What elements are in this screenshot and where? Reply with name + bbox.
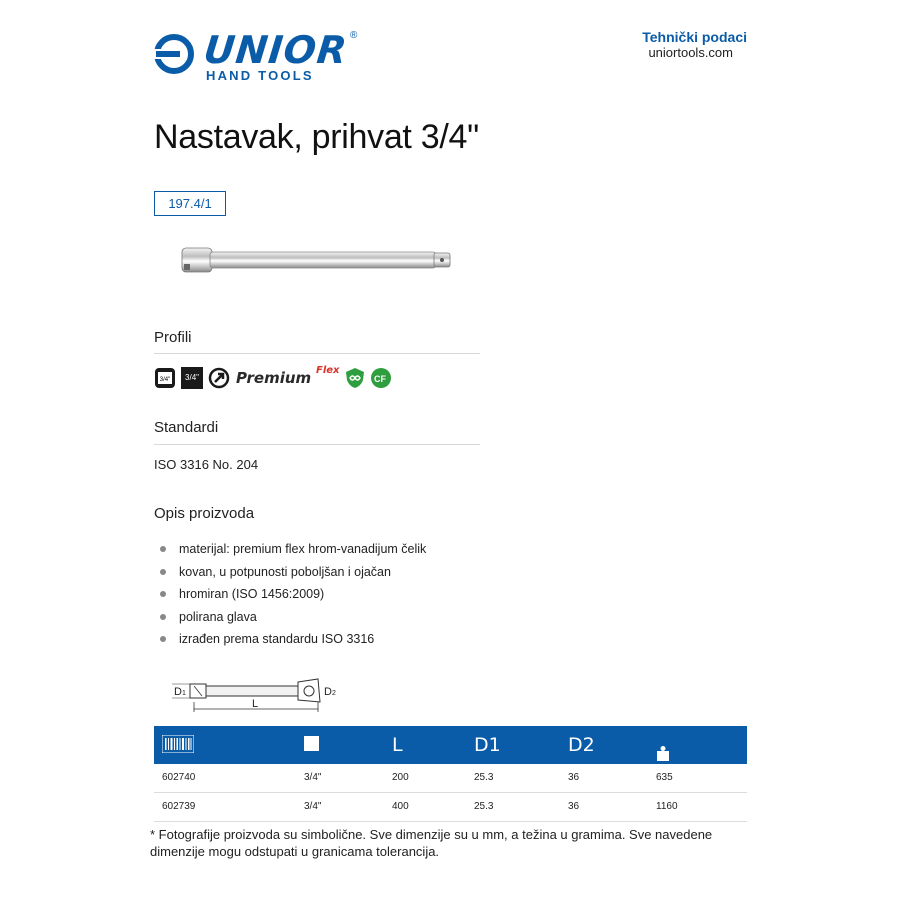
cell-code: 602739 [162, 801, 196, 812]
profiles-divider [154, 353, 480, 354]
cell-code: 602740 [162, 772, 196, 783]
standard-value: ISO 3316 No. 204 [154, 457, 259, 472]
weight-icon [656, 736, 670, 754]
eco-shield-icon [344, 367, 366, 389]
square-icon [304, 736, 319, 754]
brand-subtitle: HAND TOOLS [206, 68, 314, 83]
square-drive-icon [154, 367, 176, 389]
standards-divider [154, 444, 480, 445]
description-heading: Opis proizvoda [154, 505, 255, 522]
cell-drive: 3/4" [304, 801, 322, 812]
premium-label: Premium [236, 369, 312, 387]
cell-weight: 1160 [656, 801, 678, 812]
l-label: L [252, 698, 259, 710]
cf-badge-label: CF [374, 374, 386, 384]
product-image [180, 242, 455, 278]
premium-flex-logo [236, 365, 340, 389]
cell-drive: 3/4" [304, 772, 322, 783]
tech-data-title: Tehnički podaci [642, 29, 747, 45]
cell-weight: 635 [656, 772, 673, 783]
cell-d1: 25.3 [474, 772, 494, 783]
table-row [154, 764, 747, 793]
table-header [154, 726, 747, 764]
col-header-d2: D2 [568, 734, 595, 756]
product-code: 197.4/1 [154, 191, 226, 216]
brand-logo [154, 28, 364, 86]
cell-d1: 25.3 [474, 801, 494, 812]
square-drive-label: 3/4" [159, 377, 171, 383]
list-item: hromiran (ISO 1456:2009) [160, 583, 426, 606]
cell-length: 400 [392, 801, 409, 812]
col-header-l: L [392, 734, 403, 756]
list-item: materijal: premium flex hrom-vanadijum čelik [160, 538, 426, 561]
feature-list [160, 538, 426, 651]
dimension-diagram [172, 674, 347, 718]
list-item: izrađen prema standardu ISO 3316 [160, 628, 426, 651]
cell-d2: 36 [568, 772, 580, 783]
page-title: Nastavak, prihvat 3/4" [154, 118, 479, 156]
standards-heading: Standardi [154, 419, 219, 436]
barcode-icon [162, 735, 194, 755]
cell-length: 200 [392, 772, 409, 783]
profiles-heading: Profili [154, 329, 192, 346]
brand-name: UNIOR [201, 28, 350, 72]
cf-badge-icon [370, 367, 392, 389]
unior-logo-icon [154, 34, 194, 74]
table-row [154, 793, 747, 822]
d2-label: D2 [324, 686, 336, 698]
list-item: kovan, u potpunosti poboljšan i ojačan [160, 561, 426, 584]
footnote: * Fotografije proizvoda su simbolične. Sve dimenzije su u mm, a težina u gramima. Sve navedene dimenzije mogu odstupati u granicama tolerancija. [150, 827, 713, 859]
cell-d2: 36 [568, 801, 580, 812]
list-item: polirana glava [160, 606, 426, 629]
spec-table [154, 726, 747, 822]
flex-label: Flex [316, 365, 340, 376]
d1-label: D1 [174, 686, 186, 698]
col-header-d1: D1 [474, 734, 501, 756]
no-slip-icon [208, 367, 230, 389]
drive-size-badge: 3/4" [181, 367, 203, 389]
website-link[interactable]: uniortools.com [648, 45, 733, 60]
brand-registered-mark: ® [350, 30, 358, 41]
